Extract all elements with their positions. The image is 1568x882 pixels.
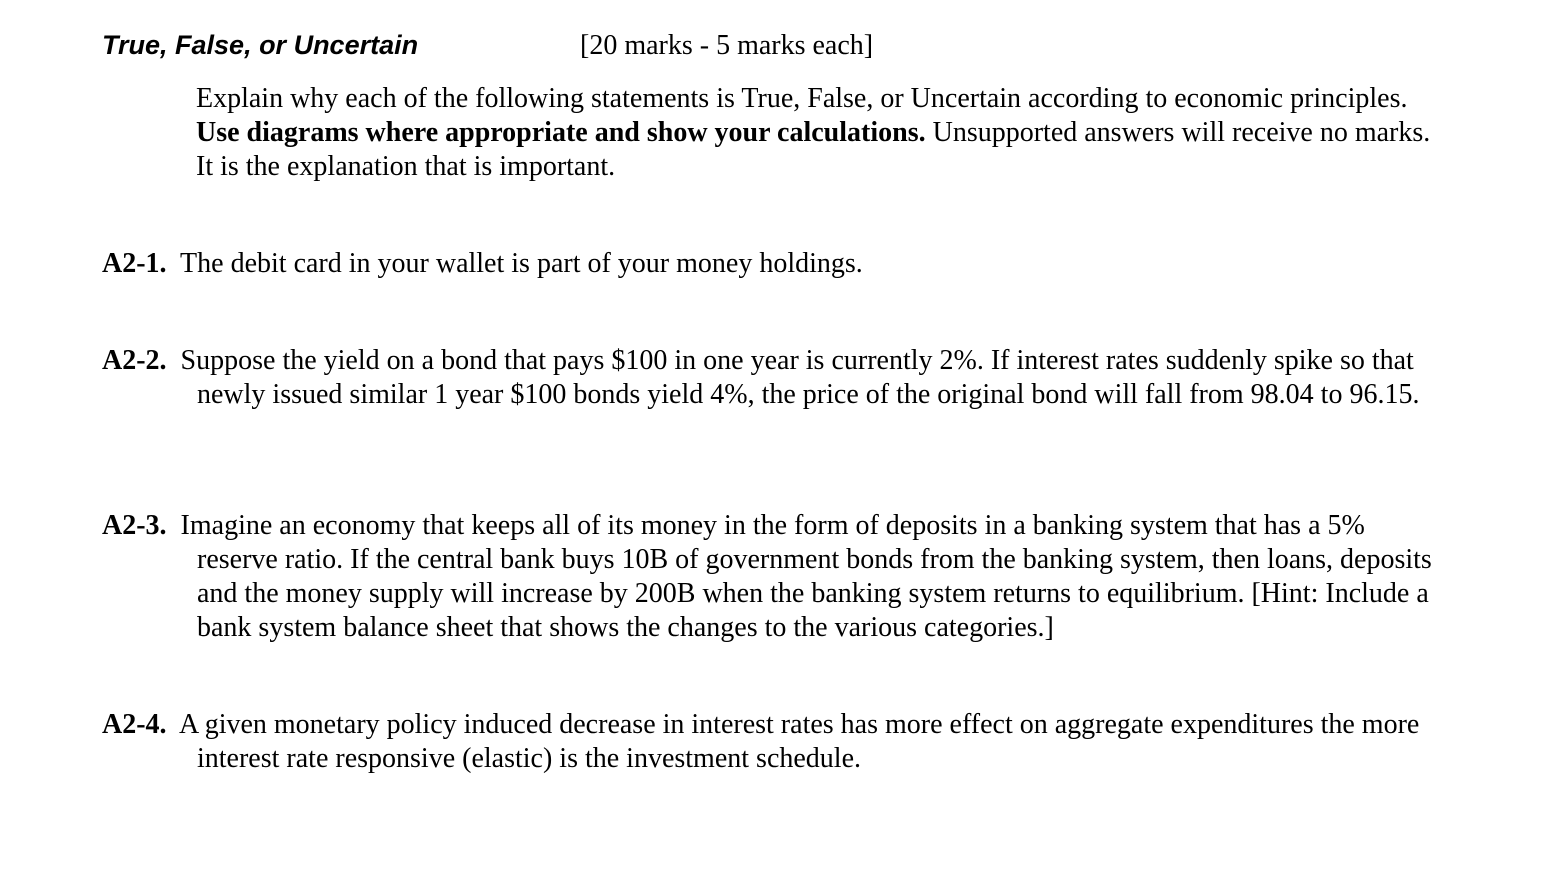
question-text: Suppose the yield on a bond that pays $100 in one year is currently 2%. If interest rates suddenly spike so that newly issued similar 1 year $100 bonds yield 4%, the price of the original bond will fall from 98.04 to 96.15. bbox=[180, 345, 1420, 410]
question-text: Imagine an economy that keeps all of its money in the form of deposits in a banking system that has a 5% reserve ratio. If the central bank buys 10B of government bonds from the banking system, then loans, deposits and the money supply will increase by 200B when the banking system returns to equilibrium. [Hint: Include a bank system balance sheet that shows the changes to the various categories.] bbox=[180, 510, 1432, 643]
question-a2-2 bbox=[102, 344, 1442, 412]
instructions bbox=[196, 82, 1446, 184]
question-text: The debit card in your wallet is part of your money holdings. bbox=[180, 248, 863, 279]
instructions-text-2: Unsupported answers will receive no marks. It is the explanation that is important. bbox=[196, 117, 1431, 182]
instructions-text: Explain why each of the following statements is True, False, or Uncertain according to economic principles. bbox=[196, 83, 1408, 114]
question-label: A2-2. bbox=[102, 345, 167, 376]
question-label: A2-3. bbox=[102, 510, 167, 541]
question-a2-4 bbox=[102, 708, 1442, 776]
question-a2-3 bbox=[102, 509, 1442, 645]
question-a2-1 bbox=[102, 247, 1442, 281]
section-header bbox=[102, 30, 873, 62]
section-title: True, False, or Uncertain bbox=[102, 30, 419, 60]
question-label: A2-1. bbox=[102, 248, 167, 279]
question-text: A given monetary policy induced decrease in interest rates has more effect on aggregate expenditures the more interest rate responsive (elastic) is the investment schedule. bbox=[179, 709, 1420, 774]
instructions-emphasis: Use diagrams where appropriate and show your calculations. bbox=[196, 117, 926, 148]
marks-allocation: [20 marks - 5 marks each] bbox=[580, 30, 874, 61]
question-label: A2-4. bbox=[102, 709, 167, 740]
